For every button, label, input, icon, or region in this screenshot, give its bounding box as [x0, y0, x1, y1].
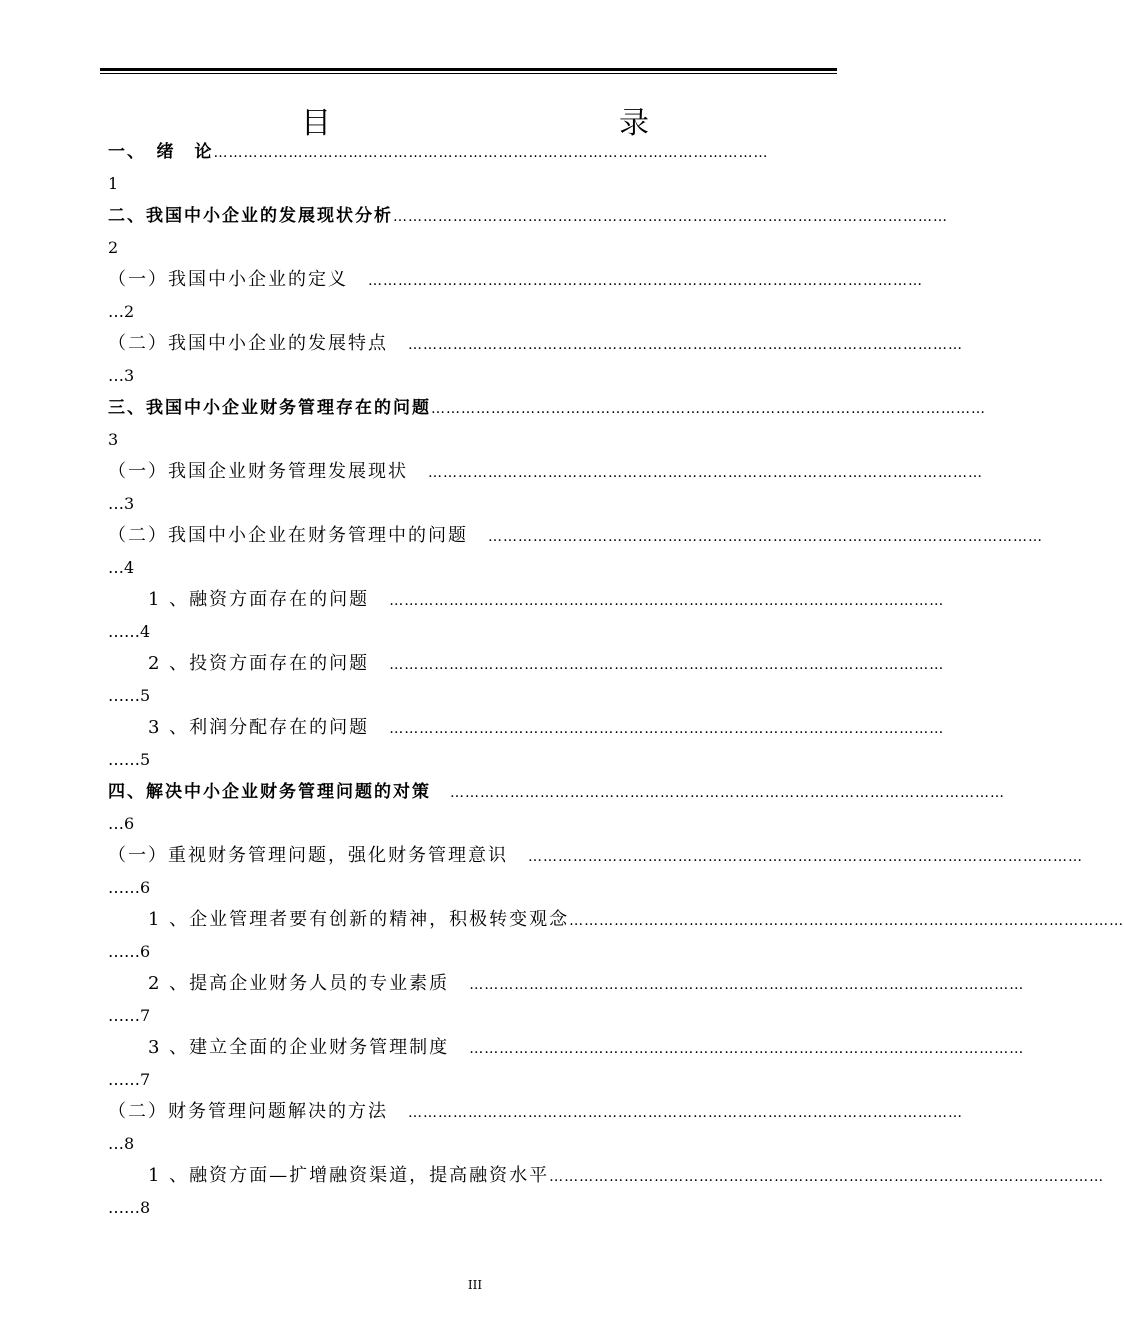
toc-entry-label: 一、 绪 论 — [108, 142, 214, 162]
toc-entry-page: …3 — [108, 366, 135, 385]
page-number: III — [467, 1278, 483, 1292]
toc-entry-label: 1 、融资方面存在的问题 — [148, 589, 390, 610]
toc-entry-label: （一）重视财务管理问题，强化财务管理意识 — [108, 845, 528, 866]
toc-entry-label: 3 、建立全面的企业财务管理制度 — [148, 1037, 470, 1058]
toc-entry[interactable] — [108, 1160, 1105, 1224]
toc-leader-dots: ………………………………………………………………………………………………… — [450, 785, 1005, 801]
table-of-contents — [108, 136, 1124, 1224]
toc-entry[interactable] — [108, 456, 983, 520]
toc-entry[interactable] — [108, 840, 1083, 904]
toc-leader-dots: ………………………………………………………………………………………………… — [213, 145, 769, 161]
toc-entry[interactable] — [108, 584, 945, 648]
toc-entry-page: …2 — [108, 302, 135, 321]
toc-leader-dots: ………………………………………………………………………………………………… — [469, 977, 1025, 993]
toc-leader-dots: ………………………………………………………………………………………………… — [428, 465, 983, 481]
toc-entry[interactable] — [108, 200, 948, 264]
toc-entry-label: 3 、利润分配存在的问题 — [148, 717, 390, 738]
toc-entry-page: ……5 — [108, 686, 151, 705]
toc-leader-dots: ………………………………………………………………………………………………… — [389, 721, 945, 737]
toc-entry-page: ……6 — [108, 942, 151, 961]
toc-leader-dots: ………………………………………………………………………………………………… — [389, 593, 945, 609]
toc-entry-label: 三、我国中小企业财务管理存在的问题 — [108, 398, 431, 418]
header-rule-thick — [100, 68, 837, 71]
toc-entry-label: 1 、企业管理者要有创新的精神，积极转变观念 — [148, 909, 570, 930]
toc-leader-dots: ………………………………………………………………………………………………… — [528, 849, 1083, 865]
toc-entry-page: 2 — [108, 238, 119, 257]
toc-entry-page: …4 — [108, 558, 135, 577]
toc-entry[interactable] — [108, 328, 963, 392]
header-rule-thin — [100, 73, 837, 74]
toc-entry-label: 2 、提高企业财务人员的专业素质 — [148, 973, 470, 994]
toc-entry[interactable] — [108, 904, 1124, 968]
toc-leader-dots: ………………………………………………………………………………………………… — [408, 1105, 963, 1121]
toc-entry-page: ……6 — [108, 878, 151, 897]
toc-entry[interactable] — [108, 712, 945, 776]
toc-leader-dots: ………………………………………………………………………………………………… — [569, 913, 1124, 929]
toc-entry-page: ……7 — [108, 1070, 151, 1089]
toc-leader-dots: ………………………………………………………………………………………………… — [393, 209, 948, 225]
toc-leader-dots: ………………………………………………………………………………………………… — [389, 657, 945, 673]
toc-entry-label: （二）我国中小企业的发展特点 — [108, 333, 408, 354]
toc-entry[interactable] — [108, 392, 986, 456]
toc-entry[interactable] — [108, 648, 945, 712]
toc-leader-dots: ………………………………………………………………………………………………… — [431, 401, 986, 417]
toc-entry-page: ……5 — [108, 750, 151, 769]
toc-entry-label: 二、我国中小企业的发展现状分析 — [108, 206, 393, 226]
toc-leader-dots: ………………………………………………………………………………………………… — [368, 273, 923, 289]
toc-leader-dots: ………………………………………………………………………………………………… — [488, 529, 1043, 545]
toc-entry[interactable] — [108, 1096, 963, 1160]
toc-entry-label: （一）我国企业财务管理发展现状 — [108, 461, 428, 482]
toc-entry-page: ……4 — [108, 622, 151, 641]
toc-entry-page: ……8 — [108, 1198, 151, 1217]
toc-entry-label: （二）财务管理问题解决的方法 — [108, 1101, 408, 1122]
toc-entry[interactable] — [108, 968, 1025, 1032]
toc-entry[interactable] — [108, 520, 1043, 584]
toc-entry-label: （一）我国中小企业的定义 — [108, 269, 368, 290]
toc-entry[interactable] — [108, 1032, 1025, 1096]
toc-entry[interactable] — [108, 136, 830, 200]
toc-entry-page: 1 — [108, 174, 119, 193]
toc-entry[interactable] — [108, 264, 923, 328]
toc-entry-page: 3 — [108, 430, 119, 449]
toc-leader-dots: ………………………………………………………………………………………………… — [469, 1041, 1025, 1057]
toc-entry[interactable] — [108, 776, 1005, 840]
toc-leader-dots: ………………………………………………………………………………………………… — [408, 337, 963, 353]
toc-entry-page: …3 — [108, 494, 135, 513]
toc-entry-label: 四、解决中小企业财务管理问题的对策 — [108, 782, 450, 802]
toc-entry-page: ……7 — [108, 1006, 151, 1025]
toc-entry-label: （二）我国中小企业在财务管理中的问题 — [108, 525, 488, 546]
toc-entry-label: 2 、投资方面存在的问题 — [148, 653, 390, 674]
toc-entry-page: …8 — [108, 1134, 135, 1153]
toc-entry-label: 1 、融资方面—扩增融资渠道，提高融资水平 — [148, 1165, 550, 1186]
toc-leader-dots: ………………………………………………………………………………………………… — [549, 1169, 1105, 1185]
toc-entry-page: …6 — [108, 814, 135, 833]
page-title: 目 录 — [301, 106, 725, 141]
